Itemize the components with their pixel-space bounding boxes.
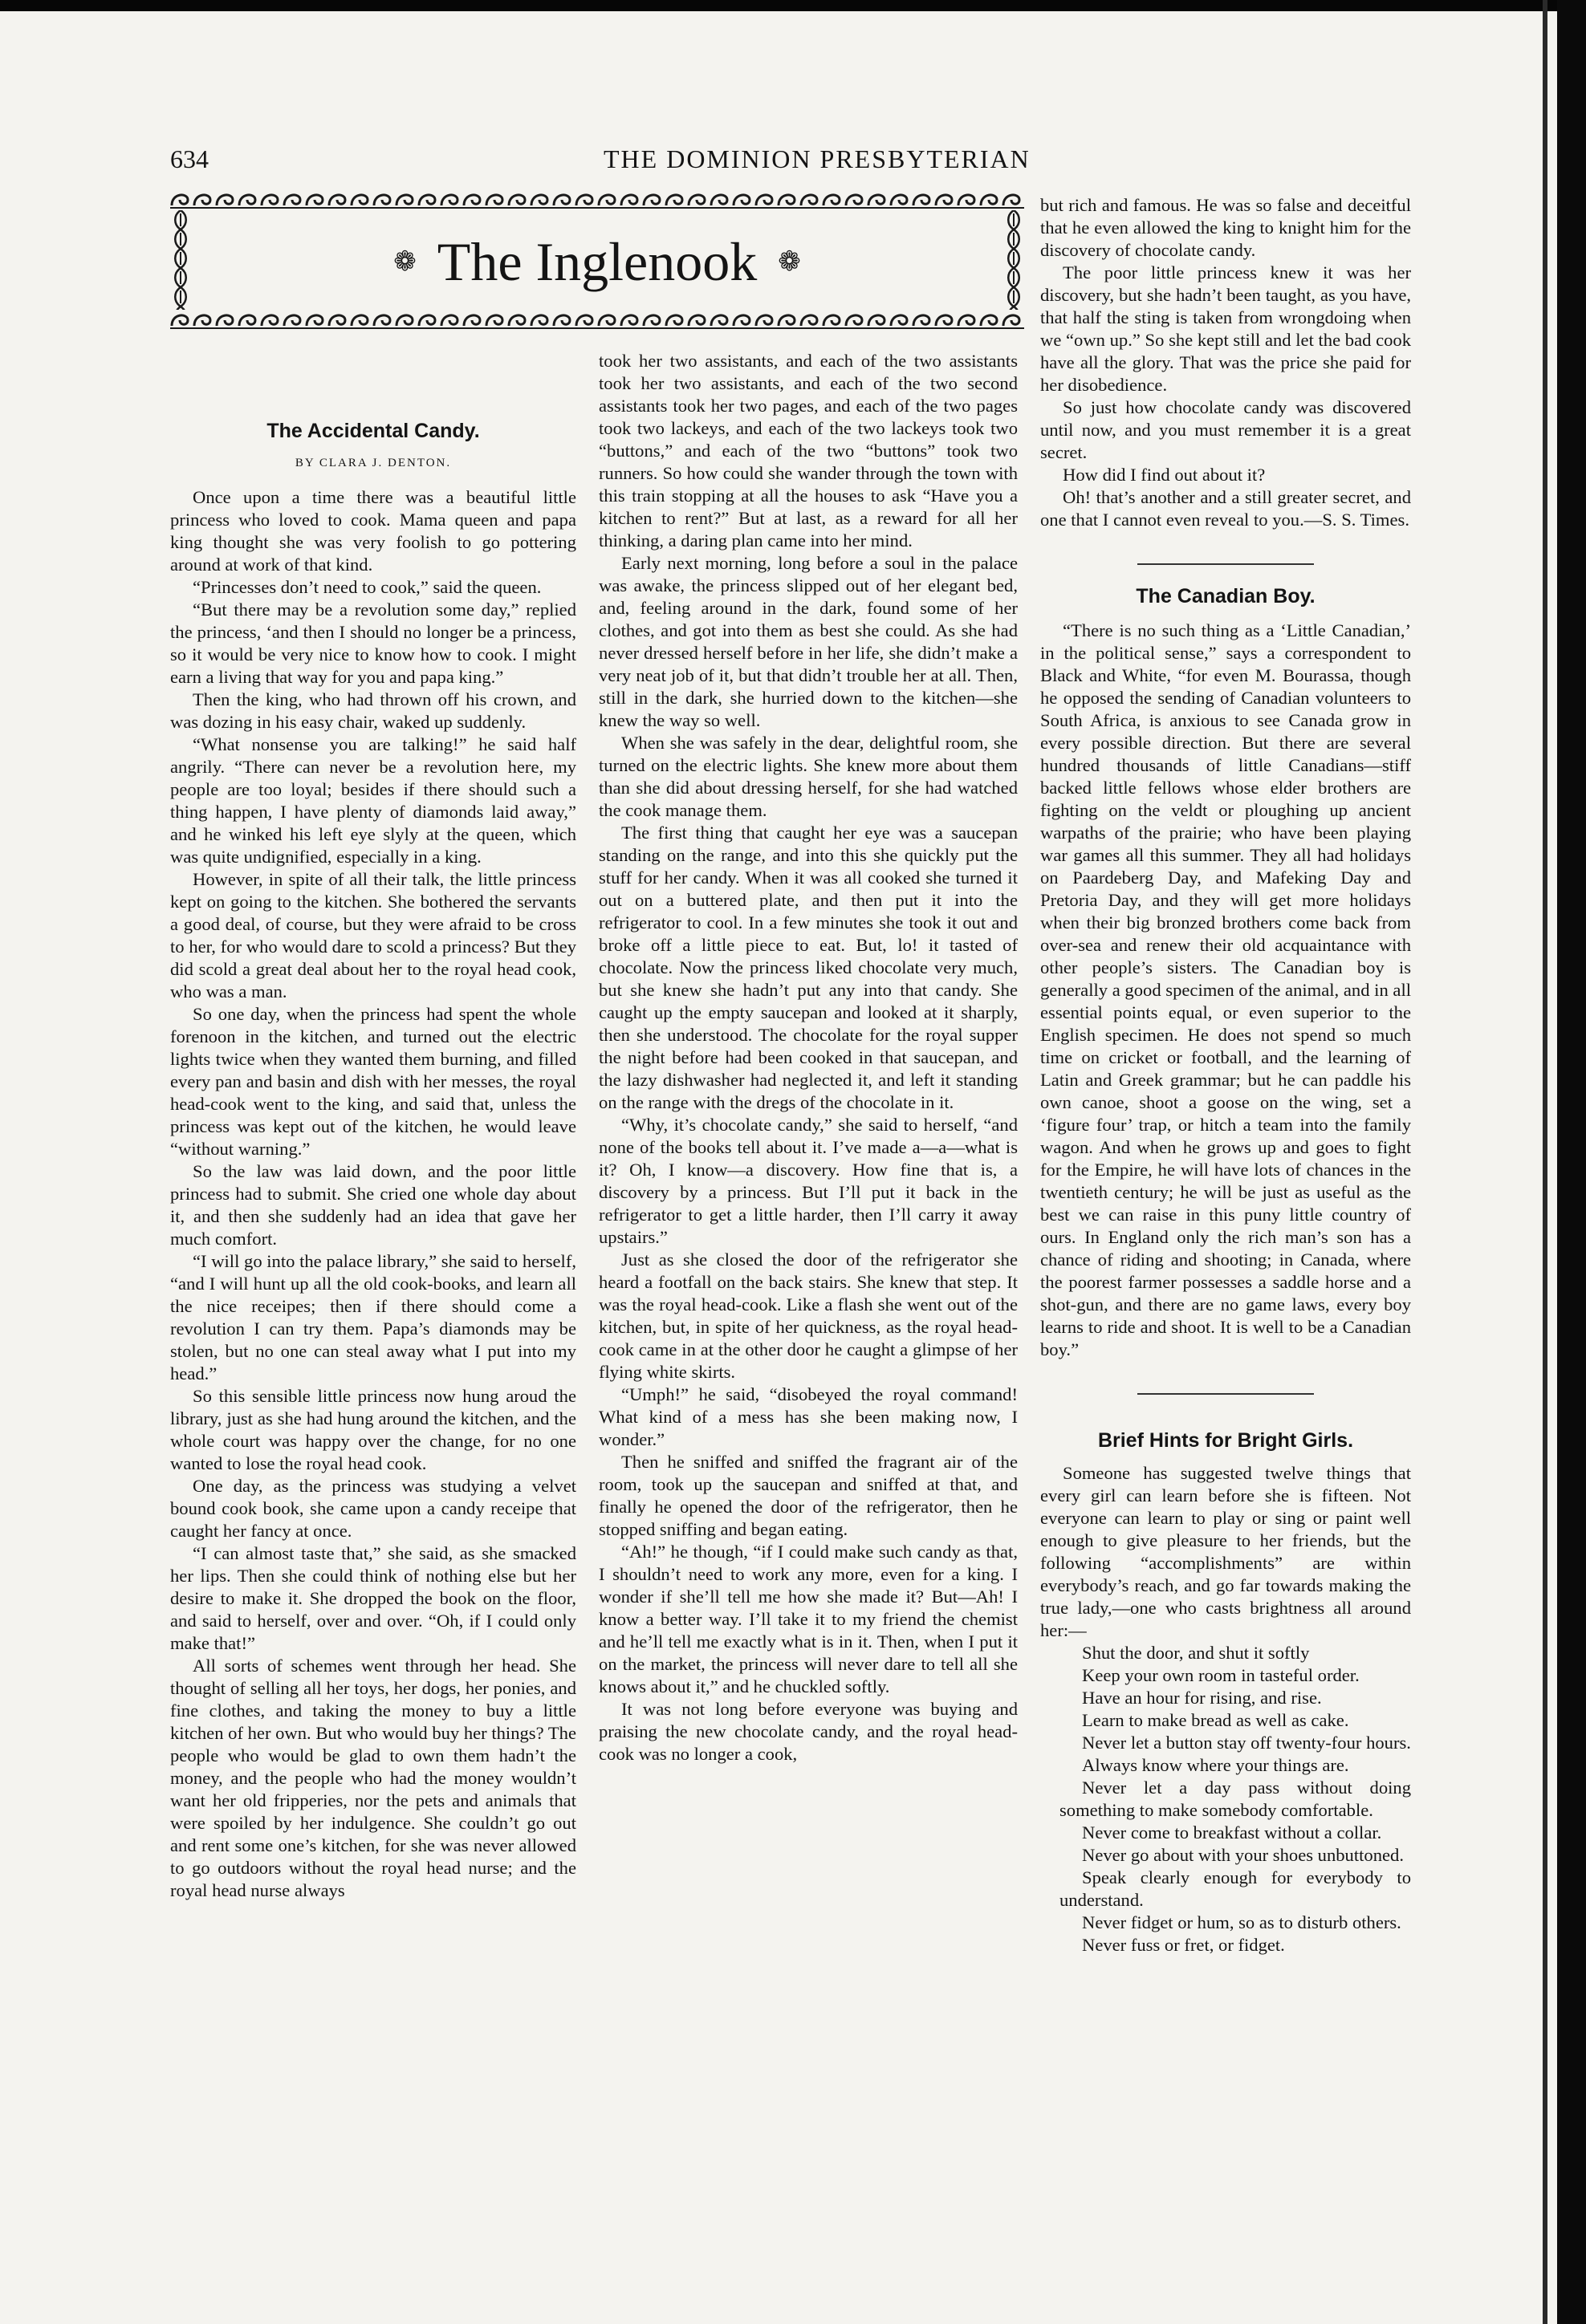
paragraph: Once upon a time there was a beautiful little princess who loved to cook. Mama queen and papa king thought she was very foolish to go pottering around at work of that kind. — [170, 487, 576, 575]
paragraph: but rich and famous. He was so false and deceitful that he even allowed the king to knight him for the discovery of chocolate candy. — [1040, 195, 1411, 260]
paragraph: So this sensible little princess now hung aroud the library, just as she had hung around the kitchen, and the whole court was happy over the change, for no one wanted to lose the royal head cook. — [170, 1386, 576, 1473]
scan-border-right-inner — [1543, 0, 1547, 2324]
story-title-canadian-boy: The Canadian Boy. — [1136, 585, 1316, 607]
story-title-brief-hints: Brief Hints for Bright Girls. — [1097, 1429, 1354, 1452]
paragraph: The first thing that caught her eye was a saucepan standing on the range, and into this she quickly put the stuff for her candy. When it was all cooked she turned it out on a buttered plate, and then put it into the refrigerator to cool. In a few minutes she took it out and broke off a little piece to eat. But, lo! it tasted of chocolate. Now the princess liked chocolate very much, but she knew she hadn’t put any into that candy. She caught up the empty saucepan and looked at it sharply, then she understood. The chocolate for the royal supper the night before had been cooked in that saucepan, and the lazy dishwasher had neglected it, and left it standing on the range with the dregs of the chocolate in it. — [599, 823, 1018, 1112]
paragraph: When she was safely in the dear, delightful room, she turned on the electric lights. She knew more about them than she did about dressing herself, for she had watched the cook manage them. — [599, 733, 1018, 820]
page-number: 634 — [170, 144, 209, 173]
column-3 — [1040, 194, 1411, 1956]
paragraph: “What nonsense you are talking!” he said half angrily. “There can never be a revolution here, my people are too loyal; besides if there should such a thing happen, I have plenty of diamonds laid away,” and he winked his left eye slyly at the queen, which was quite undignified, especially in a king. — [170, 734, 576, 867]
hint-item: Keep your own room in tasteful order. — [1082, 1665, 1360, 1685]
paragraph: “Ah!” he though, “if I could make such candy as that, I shouldn’t need to work any more, even for a king. I wonder if she’ll tell me how she made it? But—Ah! I know a better way. I’ll take it to my friend the chemist and he’ll tell me exactly what is in it. Then, when I put it on the market, the princess will never dare to tell all she knows about it,” and he chuckled softly. — [599, 1542, 1018, 1696]
hint-item: Never come to breakfast without a collar. — [1082, 1822, 1382, 1843]
flower-ornament-icon: ❁ — [393, 247, 417, 278]
paragraph: So just how chocolate candy was discovered until now, and you must remember it is a great secret. — [1040, 397, 1411, 462]
paragraph: “Why, it’s chocolate candy,” she said to herself, “and none of the books tell about it. I’ve made a—a—what is it? Oh, I know—a discovery. How fine that is, a discovery by a princess. But I’ll put it back in the refrigerator to get a little harder, then I’ll carry it away upstairs.” — [599, 1115, 1018, 1247]
hint-item: Speak clearly enough for everybody to understand. — [1059, 1867, 1411, 1910]
running-head — [170, 144, 1398, 177]
column-2 — [599, 350, 1018, 1765]
paragraph: However, in spite of all their talk, the little princess kept on going to the kitchen. She bothered the servants a good deal, of course, but they were afraid to be cross to her, for who would dare to scold a princess? But they did scold a great deal about her to the royal head cook, who was a man. — [170, 869, 576, 1002]
paragraph: Someone has suggested twelve things that every girl can learn before she is fifteen. Not everyone can learn to play or sing or paint well enough to give pleasure to her friends, but the following “accomplishments” are within everybody’s reach, and go far towards making the true lady,—one who casts brightness all around her:— — [1040, 1463, 1411, 1640]
story-title-accidental-candy: The Accidental Candy. — [266, 420, 480, 442]
paragraph: So the law was laid down, and the poor little princess had to submit. She cried one whole day about it, and then she suddenly had an idea that gave her much comfort. — [170, 1161, 576, 1249]
paragraph: “But there may be a revolution some day,” replied the princess, ‘and then I should no longer be a princess, so it would be very nice to know how to cook. I might earn a living that way for you and papa king.” — [170, 599, 576, 687]
paragraph: It was not long before everyone was buying and praising the new chocolate candy, and the royal head-cook was no longer a cook, — [599, 1699, 1018, 1764]
inglenook-title-row — [170, 230, 1024, 299]
hint-item: Never let a day pass without doing something to make somebody comfortable. — [1059, 1778, 1411, 1820]
hint-item: Have an hour for rising, and rise. — [1082, 1688, 1322, 1708]
publication-title: THE DOMINION PRESBYTERIAN — [604, 144, 1031, 173]
inglenook-banner — [170, 189, 1024, 331]
hint-item: Always know where your things are. — [1082, 1755, 1349, 1775]
paragraph: Then the king, who had thrown off his crown, and was dozing in his easy chair, waked up suddenly. — [170, 689, 576, 732]
paragraph: “I will go into the palace library,” she said to herself, “and I will hunt up all the old cook-books, and learn all the nice receipes; then if there should come a revolution I can try them. Papa’s diamonds may be stolen, but no one can steal away what I put into my head.” — [170, 1251, 576, 1383]
hint-item: Learn to make bread as well as cake. — [1082, 1710, 1349, 1730]
hint-item: Never let a button stay off twenty-four hours. — [1082, 1733, 1411, 1753]
story-byline: BY CLARA J. DENTON. — [295, 457, 452, 469]
paragraph: Then he sniffed and sniffed the fragrant air of the room, took up the saucepan and sniffed at that, and finally he opened the door of the refrigerator, then he stopped sniffing and began eating. — [599, 1452, 1018, 1539]
paragraph: Oh! that’s another and a still greater secret, and one that I cannot even reveal to you.—S. S. Times. — [1040, 487, 1411, 530]
paragraph: The poor little princess knew it was her discovery, but she hadn’t been taught, as you have, that half the sting is taken from wrongdoing when we “own up.” So she kept still and let the bad cook have all the glory. That was the price she paid for her disobedience. — [1040, 262, 1411, 395]
paragraph: took her two assistants, and each of the two assistants took her two assistants, and each of the two second assistants took her two pages, and each of the two pages took two lackeys, and each of the two lackeys took two “buttons,” and each of the two “buttons” took two runners. So how could she wander through the town with this train stopping at all the houses to ask “Have you a kitchen to rent?” But at last, as a reward for all her thinking, a daring plan came into her mind. — [599, 351, 1018, 551]
flower-ornament-icon: ❁ — [778, 247, 801, 278]
paragraph: “I can almost taste that,” she said, as she smacked her lips. Then she could think of nothing else but her desire to make it. She dropped the book on the floor, and said to herself, over and over. “Oh, if I could only make that!” — [170, 1543, 576, 1653]
paragraph: “Umph!” he said, “disobeyed the royal command! What kind of a mess has she been making now, I wonder.” — [599, 1384, 1018, 1449]
scan-border-right — [1557, 0, 1586, 2324]
paragraph: So one day, when the princess had spent the whole forenoon in the kitchen, and turned out the electric lights twice when they wanted them burning, and filled every pan and basin and dish with her messes, the royal head-cook went to the king, and said that, unless the princess was kept out of the kitchen, he would leave “without warning.” — [170, 1004, 576, 1159]
hint-item: Never go about with your shoes unbuttoned. — [1082, 1845, 1404, 1865]
column-1 — [170, 417, 576, 1902]
paragraph: One day, as the princess was studying a velvet bound cook book, she came upon a candy receipe that caught her fancy at once. — [170, 1476, 576, 1541]
paragraph: “Princesses don’t need to cook,” said the queen. — [193, 577, 542, 597]
ornament-border-top — [170, 189, 1024, 210]
paragraph: Just as she closed the door of the refrigerator she heard a footfall on the back stairs. She knew that step. It was the royal head-cook. Like a flash she went out of the kitchen, but, in spite of her quickness, as the royal head-cook came in at the other door he caught a glimpse of her flying white skirts. — [599, 1249, 1018, 1382]
hint-item: Shut the door, and shut it softly — [1082, 1643, 1310, 1663]
paragraph: All sorts of schemes went through her head. She thought of selling all her toys, her dogs, her ponies, and fine clothes, and taking the money to buy a little kitchen of her own. But who would buy her things? The people who would be glad to own them hadn’t the money, and the people who had the money wouldn’t want her old fripperies, nor the pets and animals that were spoiled by her indulgence. She couldn’t go out and rent some one’s kitchen, for she was never allowed to go outdoors without the royal head nurse; and the royal head nurse always — [170, 1656, 576, 1900]
hint-item: Never fuss or fret, or fidget. — [1082, 1935, 1285, 1955]
paragraph: “There is no such thing as a ‘Little Canadian,’ in the political sense,” says a correspondent to Black and White, “for even M. Bourassa, though he opposed the sending of Canadian volunteers to South Africa, is anxious to see Canada grow in every possible direction. But there are several hundred thousands of little Canadians—stiff backed little fellows whose elder brothers are fighting on the veldt or ploughing up ancient warpaths of the prairie; who have been playing war games all this summer. They all had holidays on Paardeberg Day, and Mafeking Day and Pretoria Day, and they will get more holidays when their big bronzed brothers come back from over-sea and renew their old acquaintance with other people’s sisters. The Canadian boy is generally a good specimen of the animal, and in all essential points equal, or even superior to the English specimen. He does not spend so much time on cricket or football, and the learning of Latin and Greek grammar; but he can paddle his own canoe, shoot a goose on the wing, set a ‘figure four’ trap, or hitch a team into the family wagon. And when he grows up and goes to fight for the Empire, he will have lots of chances in the twentieth century; he will be just as useful as the best we can raise in this puny little country of ours. In England only the rich man’s son has a chance of riding and shooting; in Canada, where the poorest farmer possesses a saddle horse and a shot-gun, and there are no game laws, every boy learns to ride and shoot. It is well to be a Canadian boy.” — [1040, 620, 1411, 1359]
paragraph: How did I find out about it? — [1063, 465, 1266, 485]
paragraph: Early next morning, long before a soul in the palace was awake, the princess slipped out of her elegant bed, and, feeling around in the dark, found some of her clothes, and got into them as best she could. As she had never dressed herself before in her life, she didn’t make a very neat job of it, but that didn’t trouble her at all. Then, still in the dark, she hurried down to the kitchen—she knew the way so well. — [599, 553, 1018, 730]
scan-border-top — [0, 0, 1586, 11]
ornament-border-bottom — [170, 310, 1024, 331]
hint-item: Never fidget or hum, so as to disturb others. — [1082, 1912, 1401, 1932]
inglenook-title: The Inglenook — [437, 231, 758, 292]
